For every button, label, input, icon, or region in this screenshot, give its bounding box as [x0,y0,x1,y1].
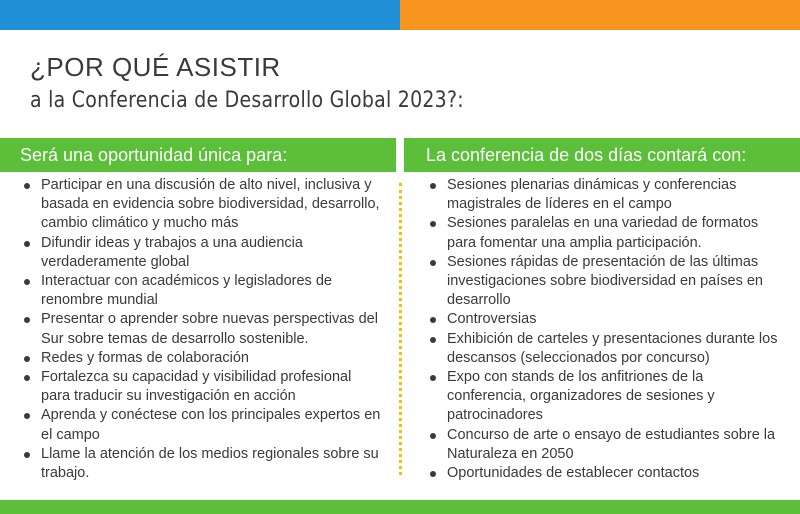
column-divider [399,183,402,475]
list-item: Presentar o aprender sobre nuevas perspectivas del Sur sobre temas de desarrollo sostenible. [22,310,382,348]
page-subtitle: a la Conferencia de Desarrollo Global 2023?: [30,88,464,113]
list-item: Fortalezca su capacidad y visibilidad profesional para traducir su investigación en acción [22,368,382,406]
bottom-bar-green [0,500,800,514]
page-title: ¿POR QUÉ ASISTIR [30,52,281,82]
left-benefits-list [22,176,382,483]
list-item: Aprenda y conéctese con los principales expertos en el campo [22,406,382,444]
list-item: Sesiones plenarias dinámicas y conferencias magistrales de líderes en el campo [428,176,778,214]
list-item: Sesiones rápidas de presentación de las últimas investigaciones sobre biodiversidad en países en desarrollo [428,253,778,311]
list-item: Concurso de arte o ensayo de estudiantes sobre la Naturaleza en 2050 [428,426,778,464]
list-item: Expo con stands de los anfitriones de la conferencia, organizadores de sesiones y patrocinadores [428,368,778,426]
list-item: Oportunidades de establecer contactos [428,464,778,483]
list-item: Interactuar con académicos y legisladores de renombre mundial [22,272,382,310]
left-column-header: Será una oportunidad única para: [0,138,396,172]
list-item: Participar en una discusión de alto nivel, inclusiva y basada en evidencia sobre biodiversidad, desarrollo, cambio climático y mucho más [22,176,382,234]
list-item: Controversias [428,310,778,329]
top-bar-blue [0,0,400,30]
right-features-list [428,176,778,483]
list-item: Exhibición de carteles y presentaciones durante los descansos (seleccionados por concurso) [428,330,778,368]
list-item: Sesiones paralelas en una variedad de formatos para fomentar una amplia participación. [428,214,778,252]
top-bar-orange [400,0,800,30]
list-item: Redes y formas de colaboración [22,349,382,368]
list-item: Difundir ideas y trabajos a una audiencia verdaderamente global [22,234,382,272]
right-column-header: La conferencia de dos días contará con: [404,138,800,172]
list-item: Llame la atención de los medios regionales sobre su trabajo. [22,445,382,483]
